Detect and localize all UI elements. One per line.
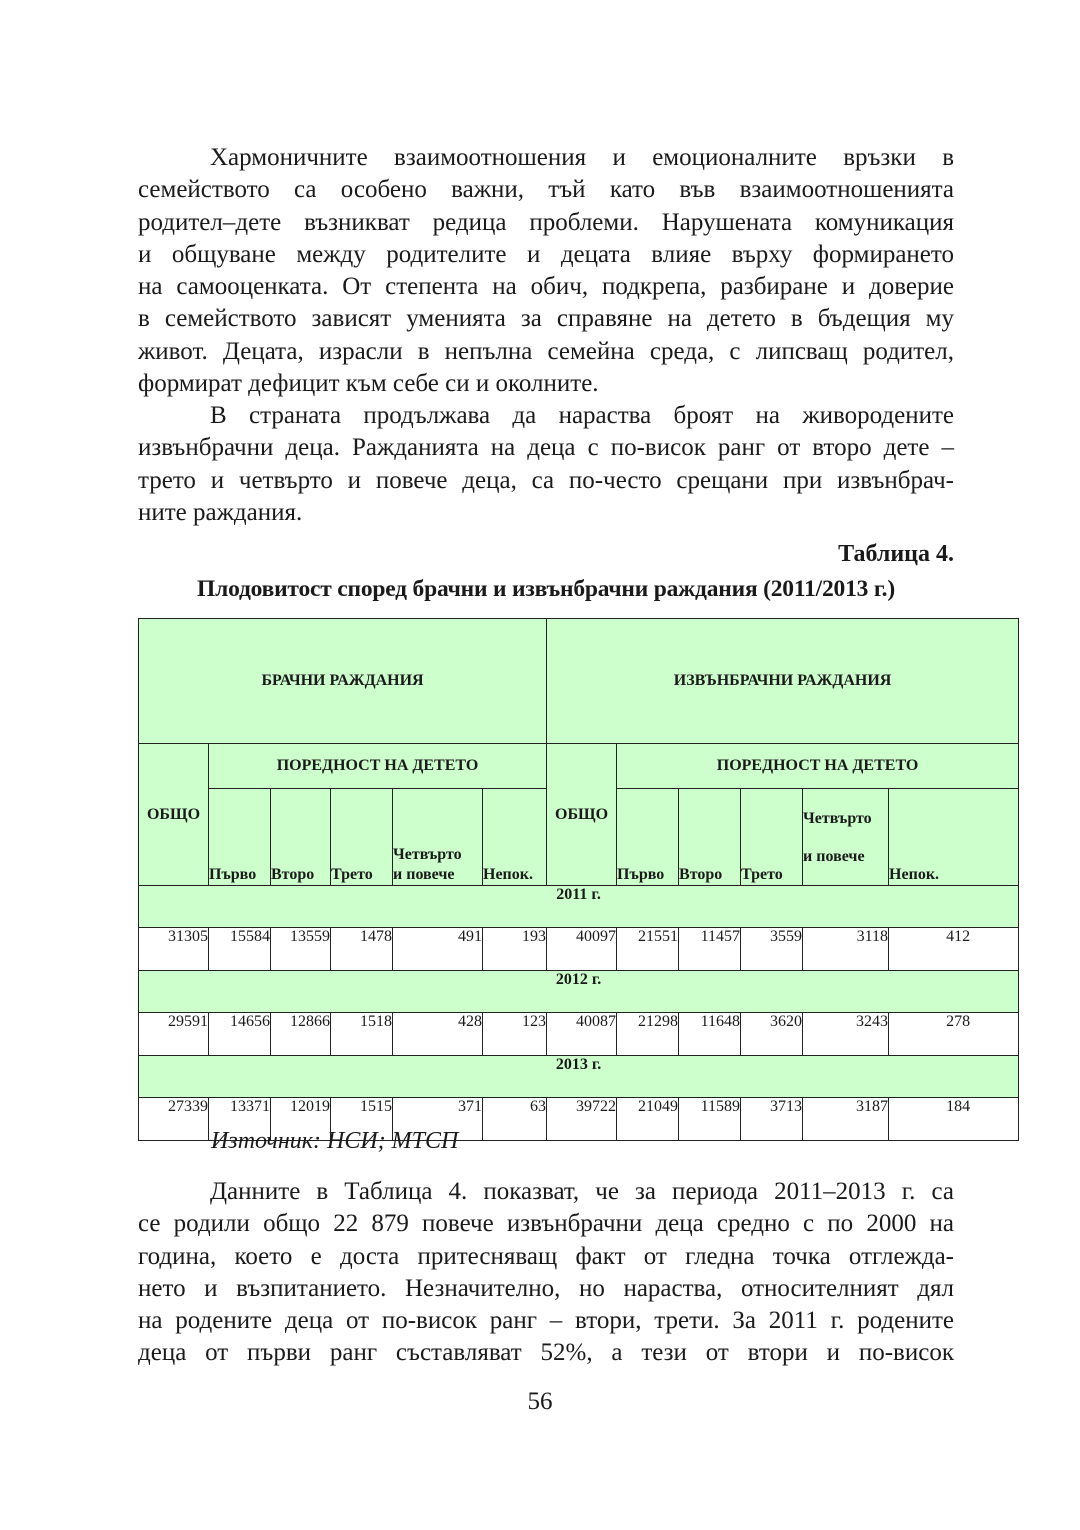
table-cell: 278	[889, 1013, 1019, 1056]
page-number: 56	[527, 1388, 553, 1415]
table-cell: 21049	[617, 1098, 679, 1141]
table-cell: 1515	[331, 1098, 393, 1141]
text-line: родител–дете възникват редица проблеми. Нарушената комуникация	[138, 208, 954, 236]
text-line: година, което е доста притесняващ факт от гледна точка отглежда-	[138, 1242, 954, 1270]
table-cell: 13559	[271, 928, 331, 971]
table-label: Таблица 4.	[838, 541, 954, 567]
text-line: ните раждания.	[138, 498, 303, 526]
text-line: семейството са особено важни, тъй като във взаимоотношенията	[138, 176, 954, 204]
table-cell: 3243	[803, 1013, 889, 1056]
table-cell: 1478	[331, 928, 393, 971]
header-fourth-plus	[393, 789, 483, 886]
header-second: Второ	[271, 789, 331, 886]
table-cell: 491	[393, 928, 483, 971]
table-cell: 29591	[139, 1013, 209, 1056]
table-cell: 412	[889, 928, 1019, 971]
paragraph-table-analysis	[138, 1176, 954, 1370]
text-line: извънбрачни деца. Ражданията на деца с по-висок ранг от второ дете –	[138, 434, 954, 462]
year-row-2011: 2011 г.	[139, 886, 1019, 928]
table-cell: 40087	[547, 1013, 617, 1056]
header-third: Трето	[741, 789, 803, 886]
table-cell: 123	[483, 1013, 547, 1056]
text-line: на родените деца от по-висок ранг – втори, трети. За 2011 г. родените	[138, 1307, 954, 1335]
text-line: и общуване между родителите и децата влияе върху формирането	[138, 240, 954, 268]
header-extramarital-births: ИЗВЪНБРАЧНИ РАЖДАНИЯ	[547, 619, 1019, 744]
header-total: ОБЩО	[547, 744, 617, 886]
table-cell: 428	[393, 1013, 483, 1056]
text-line: нето и възпитанието. Незначително, но нараства, относителният дял	[138, 1274, 954, 1302]
table-cell: 13371	[209, 1098, 271, 1141]
header-fourth-plus	[803, 789, 889, 886]
header-and-more: и повече	[393, 866, 455, 883]
table-row	[139, 1013, 1019, 1056]
text-line: на самооценката. От степента на обич, подкрепа, разбиране и доверие	[138, 273, 954, 301]
header-second: Второ	[679, 789, 741, 886]
table-source: Източник: НСИ; МТСП	[211, 1128, 459, 1154]
table-cell: 3713	[741, 1098, 803, 1141]
table-row	[139, 928, 1019, 971]
table-cell: 3559	[741, 928, 803, 971]
table-cell: 15584	[209, 928, 271, 971]
table-cell: 3620	[741, 1013, 803, 1056]
table-cell: 3118	[803, 928, 889, 971]
header-first: Първо	[617, 789, 679, 886]
text-line: трето и четвърто и повече деца, са по-често срещани при извънбрач-	[138, 466, 954, 494]
text-line: В страната продължава да нараства броят на живородените	[210, 402, 954, 429]
header-fourth: Четвърто	[393, 846, 462, 863]
header-unknown: Непок.	[889, 789, 1019, 886]
table-cell: 21298	[617, 1013, 679, 1056]
table-cell: 11589	[679, 1098, 741, 1141]
table-cell: 12019	[271, 1098, 331, 1141]
paragraph-extramarital-births	[138, 400, 954, 529]
table-title: Плодовитост според брачни и извънбрачни раждания (2011/2013 г.)	[197, 576, 895, 602]
table-cell: 63	[483, 1098, 547, 1141]
text-line: живот. Децата, израсли в непълна семейна среда, с липсващ родител,	[138, 337, 954, 365]
table-cell: 11648	[679, 1013, 741, 1056]
header-marital-births: БРАЧНИ РАЖДАНИЯ	[139, 619, 547, 744]
header-and-more: и повече	[803, 848, 865, 865]
header-total: ОБЩО	[139, 744, 209, 886]
text-line: Данните в Таблица 4. показват, че за периода 2011–2013 г. са	[210, 1178, 954, 1205]
text-line: деца от първи ранг съставляват 52%, а тези от втори и по-висок	[138, 1339, 954, 1367]
year-row-2012: 2012 г.	[139, 971, 1019, 1013]
table-cell: 1518	[331, 1013, 393, 1056]
header-first: Първо	[209, 789, 271, 886]
table-cell: 21551	[617, 928, 679, 971]
header-third: Трето	[331, 789, 393, 886]
header-birth-order: ПОРЕДНОСТ НА ДЕТЕТО	[209, 744, 547, 789]
fertility-table	[138, 618, 971, 1119]
table-cell: 3187	[803, 1098, 889, 1141]
header-unknown: Непок.	[483, 789, 547, 886]
table-cell: 27339	[139, 1098, 209, 1141]
table-cell: 11457	[679, 928, 741, 971]
table-cell: 193	[483, 928, 547, 971]
paragraph-family-relations	[138, 142, 954, 400]
table-cell: 31305	[139, 928, 209, 971]
table-cell: 40097	[547, 928, 617, 971]
year-row-2013: 2013 г.	[139, 1056, 1019, 1098]
header-birth-order: ПОРЕДНОСТ НА ДЕТЕТО	[617, 744, 1019, 789]
table-cell: 371	[393, 1098, 483, 1141]
text-line: се родили общо 22 879 повече извънбрачни деца средно с по 2000 на	[138, 1210, 954, 1238]
text-line: формират дефицит към себе си и околните.	[138, 370, 599, 398]
table-cell: 14656	[209, 1013, 271, 1056]
table-cell: 184	[889, 1098, 1019, 1141]
table-cell: 12866	[271, 1013, 331, 1056]
text-line: Хармоничните взаимоотношения и емоционалните връзки в	[210, 144, 954, 171]
text-line: в семейството зависят уменията за справяне на детето в бъдещия му	[138, 305, 954, 333]
table-cell: 39722	[547, 1098, 617, 1141]
header-fourth: Четвърто	[803, 810, 872, 827]
